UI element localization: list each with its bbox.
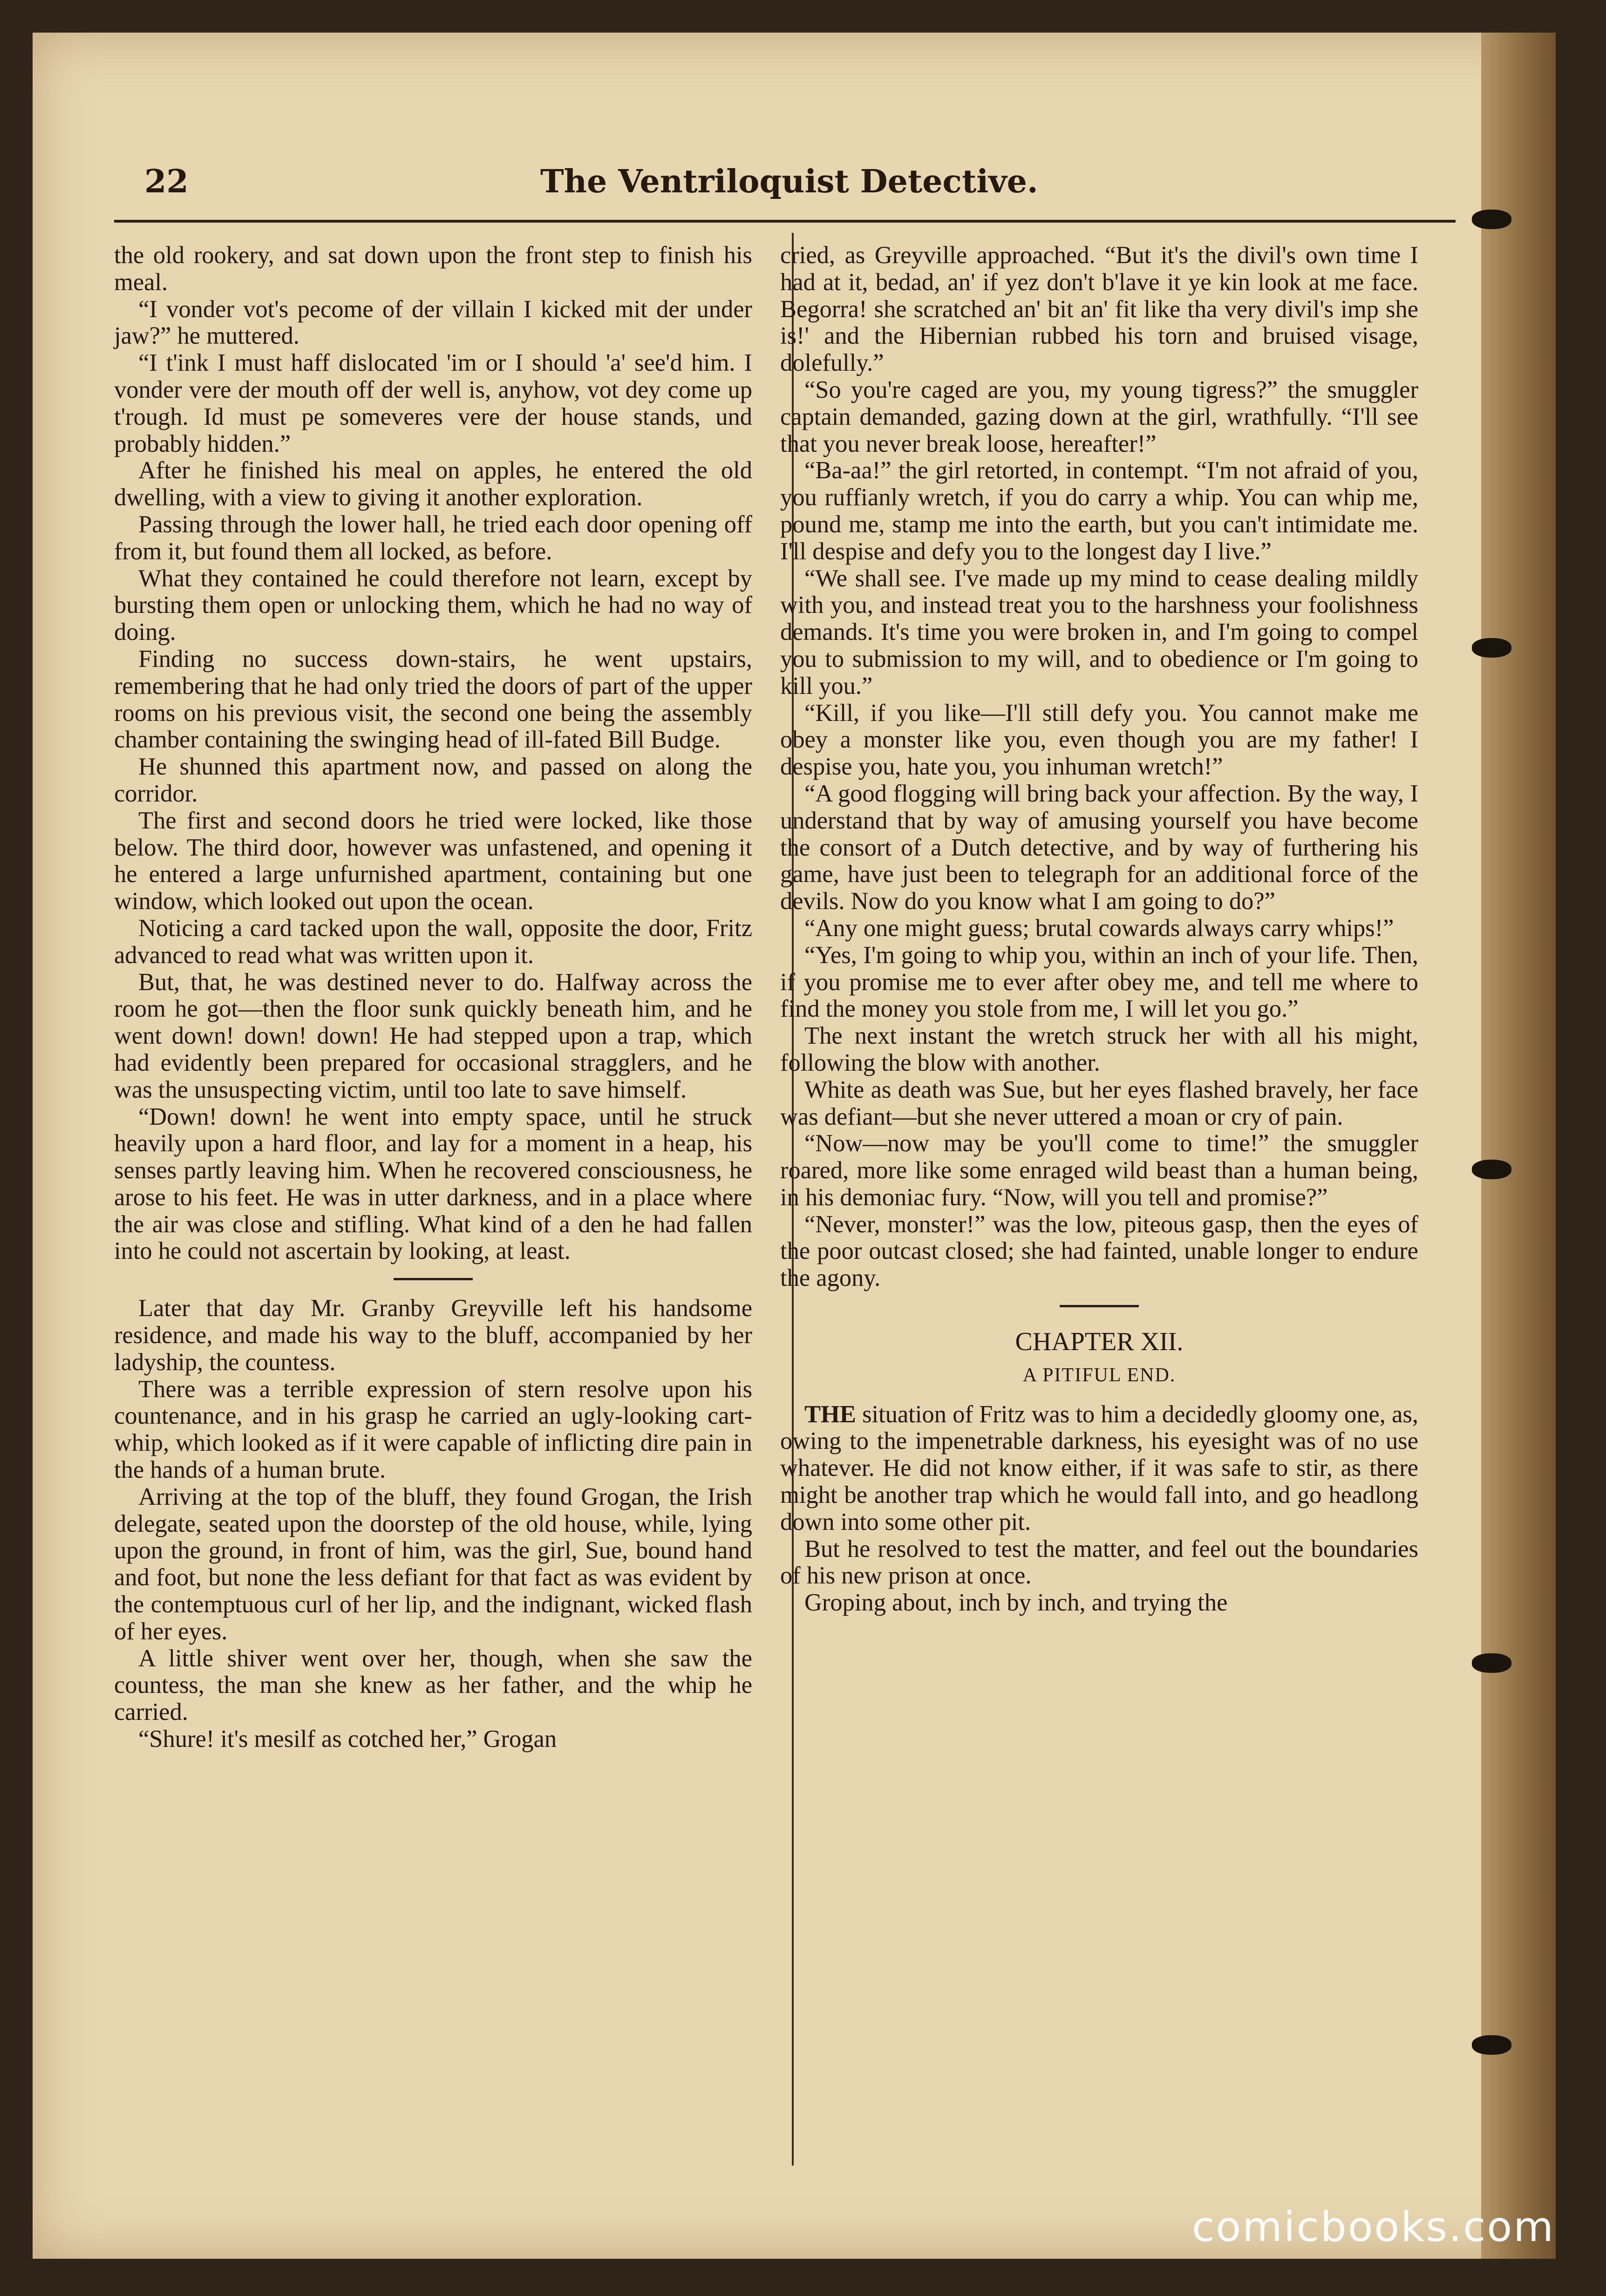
left-column <box>114 242 752 1753</box>
paragraph: Noticing a card tacked upon the wall, opposite the door, Fritz advanced to read what was written upon it. <box>114 914 752 969</box>
paragraph: “Never, monster!” was the low, piteous gasp, then the eyes of the poor outcast closed; she had fainted, unable longer to endure the agony. <box>780 1210 1418 1292</box>
paragraph: cried, as Greyville approached. “But it's the divil's own time I had at it, bedad, an' if yez don't b'lave it ye kin look at me face. Begorra! she scratched an' bit an' fit like tha very divil's imp she is!' and the Hibernian rubbed his torn and bruised visage, dolefully.” <box>780 242 1418 377</box>
paragraph: Groping about, inch by inch, and trying the <box>804 1589 1228 1617</box>
right-column <box>780 242 1418 1617</box>
paragraph: But he resolved to test the matter, and feel out the boundaries of his new prison at once. <box>780 1535 1418 1590</box>
paragraph: Arriving at the top of the bluff, they found Grogan, the Irish delegate, seated upon the doorstep of the old house, while, lying upon the ground, in front of him, was the girl, Sue, bound hand and foot, but none the less defiant for that fact as was evident by the contemptuous curl of her lip, and the indignant, wicked flash of her eyes. <box>114 1483 752 1645</box>
paragraph: “Kill, if you like—I'll still defy you. You cannot make me obey a monster like you, even though you are my father! I despise you, hate you, you inhuman wretch!” <box>780 699 1418 781</box>
paragraph: “I t'ink I must haff dislocated 'im or I should 'a' see'd him. I vonder vere der mouth off der well is, anyhow, vot dey come up t'rough. Id must pe someveres vere der house stands, und probably hidden.” <box>114 349 752 457</box>
paragraph: “Ba-aa!” the girl retorted, in contempt. “I'm not afraid of you, you ruffianly wretch, if you do carry a whip. You can whip me, pound me, stamp me into the earth, but you can't intimidate me. I'll despise and defy you to the longest day I live.” <box>780 457 1418 565</box>
lead-word: THE <box>804 1400 856 1428</box>
paragraph: After he finished his meal on apples, he entered the old dwelling, with a view to giving it another exploration. <box>114 457 752 511</box>
binding-hole <box>1472 1653 1511 1673</box>
binding-hole <box>1472 1160 1511 1179</box>
paragraph: “I vonder vot's pecome of der villain I kicked mit der under jaw?” he muttered. <box>114 295 752 350</box>
paragraph: “Shure! it's mesilf as cotched her,” Grogan <box>138 1725 557 1753</box>
paragraph: Later that day Mr. Granby Greyville left his handsome residence, and made his way to the bluff, accompanied by her ladyship, the countess. <box>114 1295 752 1376</box>
running-title: The Ventriloquist Detective. <box>540 163 1038 200</box>
section-separator <box>394 1278 473 1280</box>
binding-hole <box>1472 2035 1511 2055</box>
paragraph-text: situation of Fritz was to him a decidedly gloomy one, as, owing to the impenetrable darkness, his eyesight was of no use whatever. He did not know either, if it was safe to stir, as there might be another trap which he would fall into, and go headlong down into some other pit. <box>780 1400 1418 1535</box>
paragraph: “Now—now may be you'll come to time!” the smuggler roared, more like some enraged wild beast than a human being, in his demoniac fury. “Now, will you tell and promise?” <box>780 1130 1418 1211</box>
paragraph: Passing through the lower hall, he tried each door opening off from it, but found them all locked, as before. <box>114 510 752 565</box>
paragraph: “Any one might guess; brutal cowards always carry whips!” <box>804 914 1394 942</box>
paragraph: “We shall see. I've made up my mind to cease dealing mildly with you, and instead treat you to the harshness your foolishness demands. It's time you were broken in, and I'm going to compel you to submission to my will, and to obedience or I'm going to kill you.” <box>780 564 1418 700</box>
paragraph: A little shiver went over her, though, when she saw the countess, the man she knew as her father, and the whip he carried. <box>114 1644 752 1726</box>
paragraph: Finding no success down-stairs, he went upstairs, remembering that he had only tried the doors of part of the upper rooms on his previous visit, the second one being the assembly chamber containing the swinging head of ill-fated Bill Budge. <box>114 645 752 754</box>
paragraph <box>780 1401 1418 1536</box>
paragraph: The next instant the wretch struck her with all his might, following the blow with another. <box>780 1022 1418 1076</box>
paragraph: But, that, he was destined never to do. Halfway across the room he got—then the floor sunk quickly beneath him, and he went down! down! down! He had stepped upon a trap, which had evidently been prepared for occasional stragglers, and he was the unsuspecting victim, until too late to save himself. <box>114 968 752 1103</box>
paragraph: The first and second doors he tried were locked, like those below. The third door, however was unfastened, and opening it he entered a large unfurnished apartment, containing but one window, which looked out upon the ocean. <box>114 807 752 915</box>
paragraph: “So you're caged are you, my young tigress?” the smuggler captain demanded, gazing down at the girl, wrathfully. “I'll see that you never break loose, hereafter!” <box>780 376 1418 457</box>
chapter-title: CHAPTER XII. <box>1015 1327 1184 1357</box>
page-number: 22 <box>144 163 189 200</box>
paragraph: the old rookery, and sat down upon the front step to finish his meal. <box>114 242 752 296</box>
binding-edge <box>1481 33 1556 2259</box>
binding-hole <box>1472 210 1511 229</box>
binding-hole <box>1472 638 1511 658</box>
header-rule <box>114 220 1456 223</box>
paragraph: He shunned this apartment now, and passed on along the corridor. <box>114 753 752 807</box>
paragraph: “Yes, I'm going to whip you, within an inch of your life. Then, if you promise me to ever after obey me, and tell me where to find the money you stole from me, I will let you go.” <box>780 941 1418 1023</box>
watermark: comicbooks.com <box>1191 2203 1555 2251</box>
paragraph: What they contained he could therefore not learn, except by bursting them open or unlocking them, which he had no way of doing. <box>114 564 752 646</box>
paragraph: “A good flogging will bring back your affection. By the way, I understand that by way of amusing yourself you have become the consort of a Dutch detective, and by way of furthering his game, have just been to telegraph for an additional force of the devils. Now do you know what I am going to do?” <box>780 780 1418 915</box>
chapter-subtitle: A PITIFUL END. <box>1022 1364 1176 1386</box>
running-head <box>112 154 1453 210</box>
section-separator <box>1060 1305 1139 1307</box>
paragraph: “Down! down! he went into empty space, until he struck heavily upon a hard floor, and lay for a moment in a heap, his senses partly leaving him. When he recovered consciousness, he arose to his feet. He was in utter darkness, and in a place where the air was close and stifling. What kind of a den he had fallen into he could not ascertain by looking, at least. <box>114 1103 752 1265</box>
paragraph: There was a terrible expression of stern resolve upon his countenance, and in his grasp he carried an ugly-looking cart-whip, which looked as if it were capable of inflicting dire pain in the hands of a human brute. <box>114 1375 752 1484</box>
paragraph: White as death was Sue, but her eyes flashed bravely, her face was defiant—but she never uttered a moan or cry of pain. <box>780 1076 1418 1130</box>
